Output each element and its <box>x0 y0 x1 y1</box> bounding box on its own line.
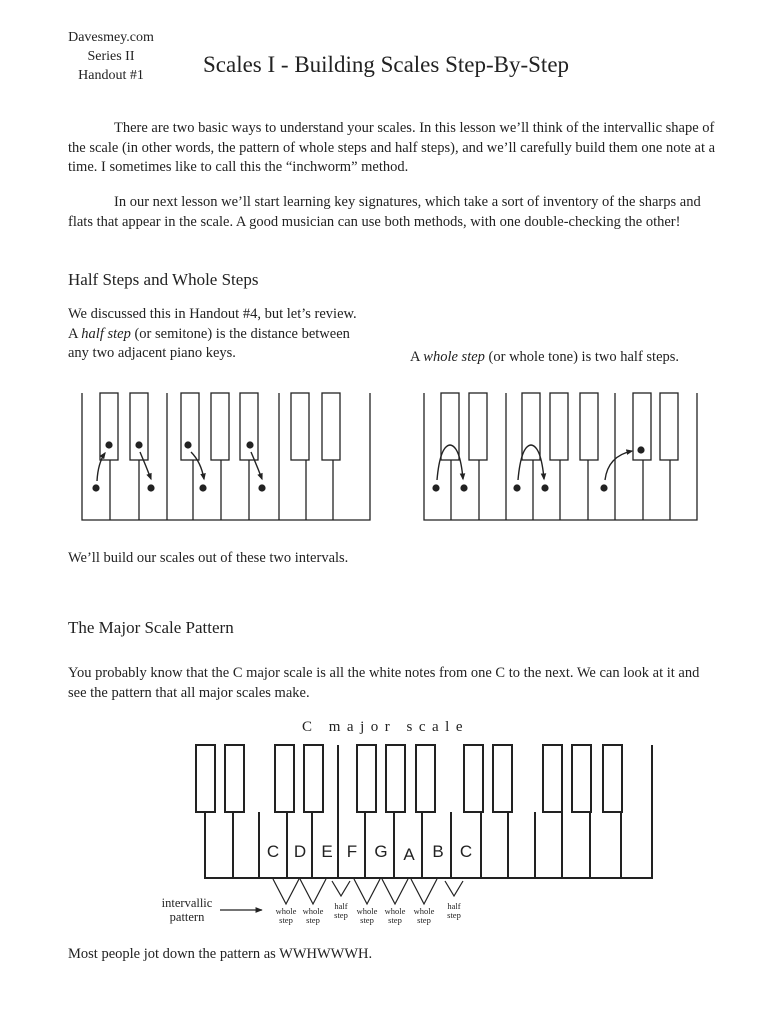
whole-step-line-end: (or whole tone) is two half steps. <box>484 349 680 365</box>
interval-label-top: whole <box>275 906 297 916</box>
note-label: B <box>432 842 444 861</box>
half-step-term: half step <box>81 325 131 342</box>
intro-text-2: In our next lesson we’ll start learning key signatures, which take a sort of inventory of the sharps and flats that appear in the scale. A good musician can use both methods, with one double-checking the other! <box>68 194 701 230</box>
intervals-closing-text: We’ll build our scales out of these two intervals. <box>68 550 349 566</box>
whole-step-line-start: A <box>410 349 424 365</box>
interval-label-bottom: step <box>388 915 402 925</box>
major-scale-intro: You probably know that the C major scale is all the white notes from one C to the next. We can look at it and see the pattern that all major scales make. <box>68 665 700 701</box>
series-label: Series II <box>87 49 135 64</box>
interval-label-bottom: step <box>417 915 431 925</box>
interval-label-bottom: step <box>279 915 293 925</box>
interval-label-bottom: step <box>306 915 320 925</box>
interval-label-bottom: step <box>334 910 348 920</box>
interval-label-bottom: step <box>447 910 461 920</box>
site-name: Davesmey.com <box>68 30 154 45</box>
side-label-line-2: pattern <box>169 910 205 924</box>
interval-label <box>437 902 471 920</box>
note-label: C <box>459 842 473 861</box>
note-label: E <box>321 842 333 861</box>
half-step-line-2-end: (or semitone) is the distance between <box>130 325 350 342</box>
section-heading-half-whole: Half Steps and Whole Steps <box>68 270 259 289</box>
note-label: A <box>403 845 415 864</box>
handout-label: Handout #1 <box>78 68 144 83</box>
interval-label-top: whole <box>413 906 435 916</box>
half-step-line-3: any two adjacent piano keys. <box>68 345 236 361</box>
note-label: D <box>293 842 307 861</box>
whole-step-term: whole step <box>423 349 485 365</box>
interval-v-shapes <box>273 879 463 904</box>
interval-label-top: whole <box>356 906 378 916</box>
intro-text-1: There are two basic ways to understand your scales. In this lesson we’ll think of the intervallic shape of the scale (in other words, the pattern of whole steps and half steps), and we’ll carefully build them one note at a time. I sometimes like to call this the “inchworm” method. <box>68 120 716 175</box>
major-scale-closing: Most people jot down the pattern as WWHWWWH. <box>68 946 373 962</box>
side-label-line-1: intervallic <box>161 896 213 910</box>
interval-label-top: whole <box>384 906 406 916</box>
half-step-line-2-start: A <box>68 325 82 342</box>
interval-label-top: half <box>334 901 348 911</box>
page-title: Scales I - Building Scales Step-By-Step <box>203 52 570 77</box>
interval-label-top: half <box>447 901 461 911</box>
intervallic-pattern-label <box>154 896 220 924</box>
half-step-line-1: We discussed this in Handout #4, but let’s review. <box>68 306 357 322</box>
note-label: F <box>346 842 358 861</box>
section-heading-major-scale: The Major Scale Pattern <box>68 618 234 637</box>
note-label: G <box>374 842 388 861</box>
note-label: C <box>266 842 280 861</box>
scale-title: C major scale <box>302 719 469 735</box>
interval-label-top: whole <box>302 906 324 916</box>
interval-label-bottom: step <box>360 915 374 925</box>
interval-label <box>407 907 441 925</box>
